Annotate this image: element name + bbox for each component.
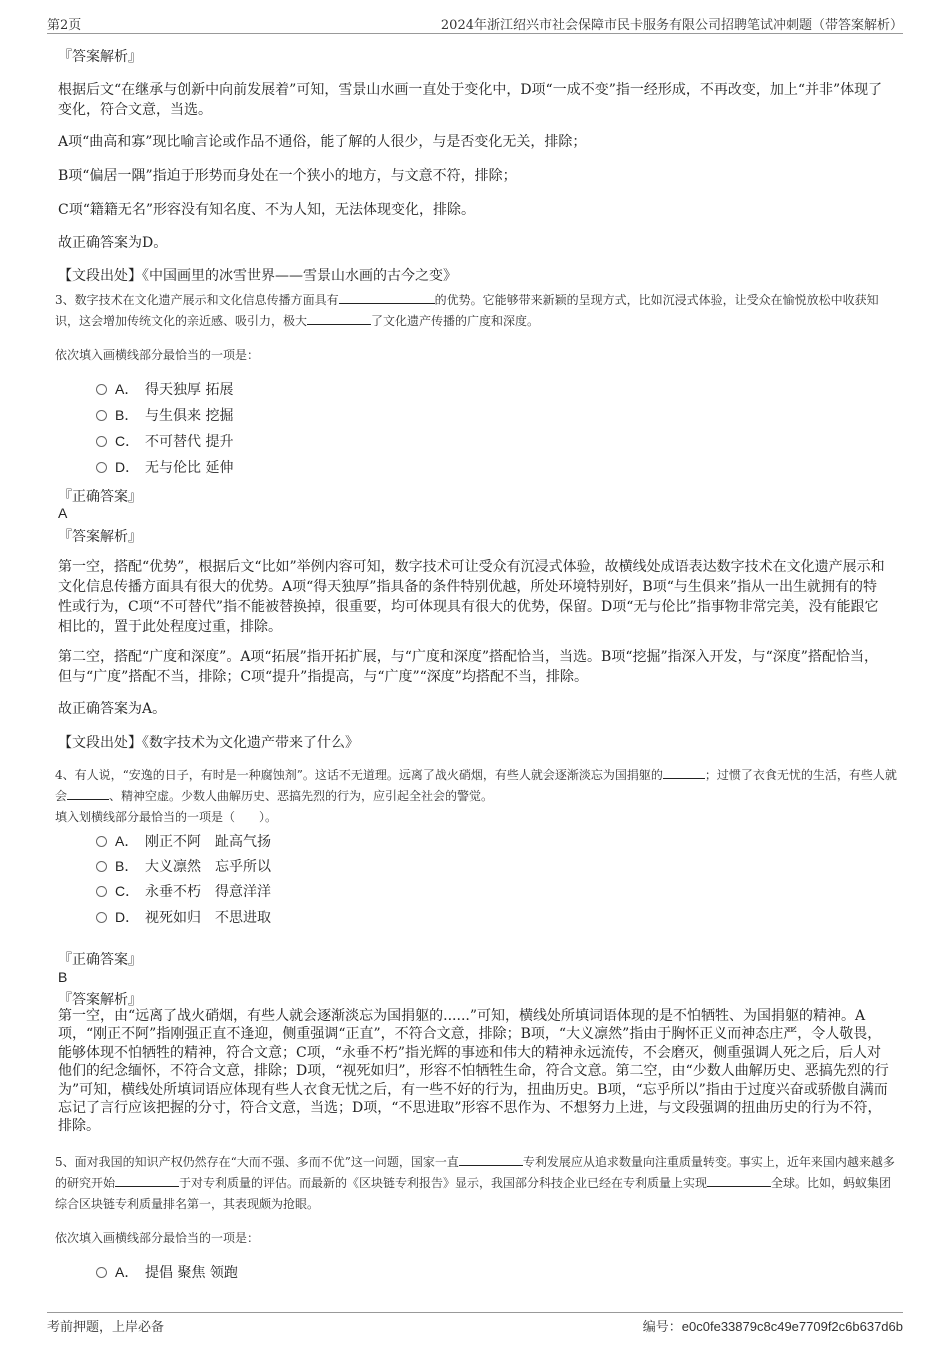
q3-analysis-p1: 第一空，搭配“优势”，根据后文“比如”举例内容可知，数字技术可让受众有沉浸式体验，故横线处成语表达数字技术在文化遗产展示和文化信息传播方面具有很大的优势。A项“得天独厚”指具备的条件特别优越，所处环境特别好，B项“与生俱来”指从一出生就拥有的特性或行为，C项“不可替代”指不能被替换掉，很重要，均可体现具有很大的优势，保留。D项“无与伦比”指事物非常完美，没有能跟它相比的，置于此处程度过重，排除。 xyxy=(58,559,885,635)
q4-option-b[interactable]: B． 大义凛然 忘乎所以 xyxy=(96,856,271,876)
radio-icon[interactable] xyxy=(96,384,107,395)
q4-correct-label: 『正确答案』 xyxy=(58,952,142,968)
blank-line xyxy=(307,312,371,325)
q2-analysis-p3: B项“偏居一隅”指迫于形势而身处在一个狭小的地方，与文意不符，排除； xyxy=(58,168,517,184)
radio-icon[interactable] xyxy=(96,1267,107,1278)
q2-analysis-p5: 故正确答案为D。 xyxy=(58,235,168,251)
q3-analysis-p3: 故正确答案为A。 xyxy=(58,701,167,717)
q4-instruction: 填入划横线部分最恰当的一项是（ ）。 xyxy=(55,810,278,824)
q3-option-d[interactable]: D． 无与伦比 延伸 xyxy=(96,457,233,477)
q3-stem: 3、数字技术在文化遗产展示和文化信息传播方面具有 的优势。它能够带来新颖的呈现方式，比如沉浸式体验，让受众在愉悦放松中收获知识，这会增加传统文化的亲近感、吸引力，极大 了文化遗产传播的广度和深度。 xyxy=(55,293,879,328)
blank-line xyxy=(67,787,109,800)
blank-line xyxy=(115,1174,179,1187)
q3-analysis-label: 『答案解析』 xyxy=(58,529,142,545)
q3-analysis-p2: 第二空，搭配“广度和深度”。A项“拓展”指开拓扩展，与“广度和深度”搭配恰当，当选。B项“挖掘”指深入开发，与“深度”搭配恰当，但与“广度”搭配不当，排除；C项“提升”指提高，与“广度”“深度”均搭配不当，排除。 xyxy=(58,649,878,685)
radio-icon[interactable] xyxy=(96,436,107,447)
q2-analysis-p2: A项“曲高和寡”现比喻言论或作品不通俗，能了解的人很少，与是否变化无关，排除； xyxy=(58,134,587,150)
q5-option-a[interactable]: A． 提倡 聚焦 领跑 xyxy=(96,1262,238,1282)
q4-option-d[interactable]: D． 视死如归 不思进取 xyxy=(96,907,271,927)
footer-slogan: 考前押题，上岸必备 xyxy=(47,1320,165,1335)
footer-divider xyxy=(47,1312,903,1313)
radio-icon[interactable] xyxy=(96,836,107,847)
blank-line xyxy=(707,1174,771,1187)
q3-source: 【文段出处】《数字技术为文化遗产带来了什么》 xyxy=(58,735,359,751)
q4-option-c[interactable]: C． 永垂不朽 得意洋洋 xyxy=(96,881,271,901)
q2-analysis-p4: C项“籍籍无名”形容没有知名度、不为人知，无法体现变化，排除。 xyxy=(58,202,476,218)
q4-correct-answer: B xyxy=(58,969,68,985)
radio-icon[interactable] xyxy=(96,462,107,473)
document-title: 2024年浙江绍兴市社会保障市民卡服务有限公司招聘笔试冲刺题（带答案解析） xyxy=(440,18,903,33)
q5-stem: 5、面对我国的知识产权仍然存在“大而不强、多而不优”这一问题，国家一直 专利发展应从追求数量向注重质量转变。事实上，近年来国内越来越多的研究开始 于对专利质量的评估。而最新的《区块链专利报告》显示，我国部分科技企业已经在专利质量上实现 全球。比如，蚂蚁集团综合区块链专利质量排名第一，其表现颇为抢眼。 xyxy=(55,1155,895,1211)
q3-correct-label: 『正确答案』 xyxy=(58,489,142,505)
q2-analysis-p1: 根据后文“在继承与创新中向前发展着”可知，雪景山水画一直处于变化中，D项“一成不变”指一经形成，不再改变，加上“并非”体现了变化，符合文意，当选。 xyxy=(58,82,883,118)
radio-icon[interactable] xyxy=(96,410,107,421)
q2-source: 【文段出处】《中国画里的冰雪世界——雪景山水画的古今之变》 xyxy=(58,268,457,284)
page-number: 第2页 xyxy=(47,18,82,33)
q4-analysis-label: 『答案解析』 xyxy=(58,992,142,1008)
q4-option-a[interactable]: A． 刚正不阿 趾高气扬 xyxy=(96,831,271,851)
q3-instruction: 依次填入画横线部分最恰当的一项是： xyxy=(55,348,260,362)
document-code: 编号：e0c0fe33879c8c49e7709f2c6b637d6b xyxy=(642,1319,903,1335)
q3-correct-answer: A xyxy=(58,505,68,521)
blank-line xyxy=(663,766,705,779)
q5-instruction: 依次填入画横线部分最恰当的一项是： xyxy=(55,1231,260,1245)
q4-stem: 4、有人说，“安逸的日子，有时是一种腐蚀剂”。这话不无道理。远离了战火硝烟，有些人就会逐渐淡忘为国捐躯的 ；过惯了衣食无忧的生活，有些人就会 、精神空虚。少数人曲解历史、恶搞先烈的行为，应引起全社会的警觉。 xyxy=(55,768,897,803)
blank-line xyxy=(459,1153,523,1166)
q3-option-b[interactable]: B． 与生俱来 挖掘 xyxy=(96,405,233,425)
radio-icon[interactable] xyxy=(96,886,107,897)
header-divider xyxy=(47,33,903,34)
q4-analysis: 第一空，由“远离了战火硝烟，有些人就会逐渐淡忘为国捐躯的......”可知，横线处所填词语体现的是不怕牺牲、为国捐躯的精神。A项，“刚正不阿”指刚强正直不逢迎，侧重强调“正直”，不符合文意，排除；B项，“大义凛然”指由于胸怀正义而神态庄严，令人敬畏，能够体现不怕牺牲的精神，符合文意；C项，“永垂不朽”指光辉的事迹和伟大的精神永远流传，不会磨灭，侧重强调人死之后，后人对他们的纪念缅怀，不符合文意，排除；D项，“视死如归”，形容不怕牺牲生命，符合文意。第二空，由“少数人曲解历史、恶搞先烈的行为”可知，横线处所填词语应体现有些人衣食无忧之后，有一些不好的行为，扭曲历史。B项，“忘乎所以”指由于过度兴奋或骄傲自满而忘记了言行应该把握的分寸，符合文意，当选；D项，“不思进取”形容不思作为、不想努力上进，与文段强调的扭曲历史的行为不符，排除。 xyxy=(58,1008,889,1135)
q2-analysis-label: 『答案解析』 xyxy=(58,49,142,65)
q3-option-a[interactable]: A． 得天独厚 拓展 xyxy=(96,379,233,399)
q3-option-c[interactable]: C． 不可替代 提升 xyxy=(96,431,233,451)
page-header xyxy=(47,14,903,34)
radio-icon[interactable] xyxy=(96,861,107,872)
radio-icon[interactable] xyxy=(96,912,107,923)
blank-line xyxy=(339,291,435,304)
